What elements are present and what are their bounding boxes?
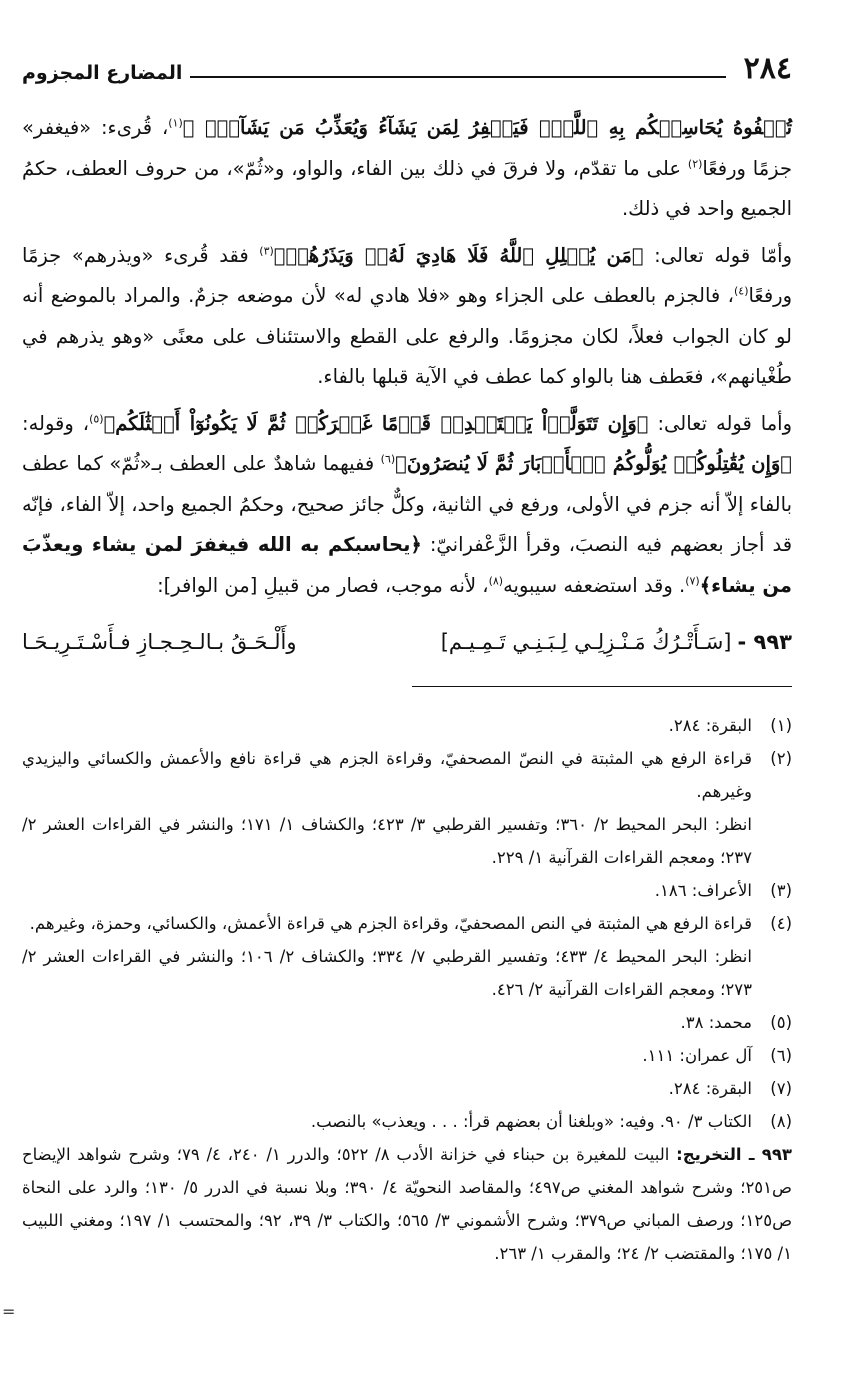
paragraph bbox=[22, 236, 792, 398]
footnote bbox=[22, 709, 792, 742]
text-run: وأما قوله تعالى: bbox=[648, 411, 792, 435]
footnote-ref: (٢) bbox=[687, 157, 703, 170]
footnote-list bbox=[22, 709, 792, 1138]
margin-marker: = bbox=[2, 1302, 16, 1321]
footnote-ref: (٣) bbox=[259, 244, 274, 257]
footnote-number: (٢) bbox=[770, 749, 792, 768]
footnote bbox=[22, 907, 792, 940]
text-run: ، لأنه موجب، فصار من قبيلِ [من الوافر]: bbox=[157, 573, 489, 597]
footnote-text: قراءة الرفع هي المثبتة في النصّ المصحفيّ، وقراءة الجزم هي قراءة نافع والأعمش والكسائي واليزيدي وغيرهم. bbox=[22, 749, 752, 801]
footnote bbox=[22, 940, 792, 1006]
footnote-number: (٧) bbox=[770, 1079, 792, 1098]
text-run: ففيهما شاهدٌ على العطف بـ«ثُمّ» كما عطف بالفاء إلاّ أنه جزم في الأولى، ورفع في الثانية، وكلٌّ جائز صحيح، وحكمُ الجميع واحد، إلاّ الفاء، فإنّه قد أجاز بعضهم فيه النصبَ، وقرأ الزَّعْفرانيّ: bbox=[22, 452, 793, 556]
text-run: على ما تقدّم، ولا فرقَ في ذلك بين الفاء، والواو، و«ثُمّ»، من حروف العطف، حكمُ الجميع واحد في ذلك. bbox=[22, 156, 792, 220]
footnote-number: (٨) bbox=[770, 1112, 792, 1131]
quran-quote: ﴿مَن يُضۡلِلِ ٱللَّهُ فَلَا هَادِيَ لَهُۥۚ وَيَذَرُهُمۡ﴾ bbox=[273, 243, 644, 267]
footnote-text: الأعراف: ١٨٦. bbox=[654, 881, 752, 900]
text-run: ، قُرىء: «فيغفر» جزمًا ورفعًا bbox=[22, 116, 793, 180]
footnote-text: الكتاب ٣/ ٩٠. وفيه: «وبلغنا أن بعضهم قرأ: . . . ويعذب» بالنصب. bbox=[310, 1112, 752, 1131]
footnote-number: (٦) bbox=[770, 1046, 792, 1065]
footnote-separator bbox=[412, 686, 792, 687]
running-title: المضارع المجزوم bbox=[22, 62, 183, 84]
footnote bbox=[22, 808, 792, 874]
book-page bbox=[22, 40, 792, 1270]
poetry-verse bbox=[22, 630, 792, 654]
footnote-number: (٤) bbox=[770, 914, 792, 933]
footnote-text: البقرة: ٢٨٤. bbox=[668, 1079, 752, 1098]
footnote-number: (٣) bbox=[770, 881, 792, 900]
footnote bbox=[22, 1006, 792, 1039]
verse-number: ٩٩٣ - bbox=[737, 630, 792, 654]
footnote bbox=[22, 1072, 792, 1105]
takhrij-label: ٩٩٣ ـ التخريج: bbox=[676, 1145, 792, 1164]
footnote-ref: (١) bbox=[168, 116, 183, 130]
takhrij-note bbox=[22, 1138, 792, 1270]
footnote-ref: (٦) bbox=[380, 452, 396, 466]
footnote-ref: (٥) bbox=[89, 412, 104, 425]
footnote-text: قراءة الرفع هي المثبتة في النص المصحفيّ، وقراءة الجزم هي قراءة الأعمش، والكسائي، وحمزة، وغيرهم. bbox=[29, 914, 752, 933]
paragraph bbox=[22, 108, 792, 230]
first-hemistich: [سَـأَتْـرُكُ مَـنْـزِلِـي لِـبَـنِـي تَـمِـيـم] bbox=[440, 630, 732, 654]
main-text bbox=[22, 108, 792, 606]
footnote-text: انظر: البحر المحيط ٢/ ٣٦٠؛ وتفسير القرطبي ٣/ ٤٢٣؛ والكشاف ١/ ١٧١؛ والنشر في القراءات العشر ٢/ ٢٣٧؛ ومعجم القراءات القرآنية ١/ ٢٢٩. bbox=[22, 815, 752, 867]
footnote bbox=[22, 1039, 792, 1072]
footnote-ref: (٨) bbox=[488, 574, 504, 587]
footnote-ref: (٧) bbox=[685, 574, 700, 587]
paragraph bbox=[22, 404, 792, 607]
footnotes bbox=[22, 709, 792, 1270]
text-run: فقد قُرىء «ويذرهم» جزمًا ورفعًا bbox=[22, 243, 792, 307]
text-run: ، فالجزم بالعطف على الجزاء وهو «فلا هادي له» لأن موضعه جزمٌ. والمراد بالموضع أنه لو كان الجواب فعلاً، لكان مجزومًا. والرفع على القطع والاستئناف على معنًى «وهو يذرهم في طُغْيانهم»، فعَطف هنا بالواو كما عطف في الآية قبلها بالفاء. bbox=[22, 284, 792, 388]
text-run: . وقد استضعفه سيبويه bbox=[503, 573, 686, 597]
page-number: ٢٨٤ bbox=[743, 51, 792, 86]
text-run: ، وقوله: bbox=[22, 411, 90, 435]
footnote-ref: (٤) bbox=[733, 284, 749, 298]
footnote bbox=[22, 1105, 792, 1138]
footnote-text: آل عمران: ١١١. bbox=[642, 1046, 752, 1065]
text-run: وأمّا قوله تعالى: bbox=[643, 243, 792, 267]
footnote-number: (١) bbox=[770, 716, 792, 735]
bold-quote: ﴿يحاسبكم به الله فيغفرَ لمن يشاء ويعذّبَ من يشاء﴾ bbox=[22, 533, 792, 597]
footnote-text: البقرة: ٢٨٤. bbox=[668, 716, 752, 735]
footnote-text: محمد: ٣٨. bbox=[680, 1013, 752, 1032]
quran-quote: ﴿وَإِن يُقَٰتِلُوكُمۡ يُوَلُّوكُمُ ٱلۡأَدۡبَارَ ثُمَّ لَا يُنصَرُونَ﴾ bbox=[395, 452, 792, 475]
quran-quote: تُخۡفُوهُ يُحَاسِبۡكُم بِهِ ٱللَّهُۖ فَيَغۡفِرُ لِمَن يَشَآءُ وَيُعَذِّبُ مَن يَشَآءُۗ ﴾ bbox=[182, 116, 792, 139]
takhrij-text: البيت للمغيرة بن حبناء في خزانة الأدب ٨/ ٥٢٢؛ والدرر ١/ ٢٤٠، ٤/ ٧٩؛ وشرح شواهد الإيضاح ص٢٥١؛ وشرح شواهد المغني ص٤٩٧؛ والمقاصد النحويّة ٤/ ٣٩٠؛ وبلا نسبة في الدرر ٥/ ١٣٠؛ والرد على النحاة ص١٢٥؛ ورصف المباني ص٣٧٩؛ وشرح الأشموني ٣/ ٥٦٥؛ والكتاب ٣/ ٣٩، ٩٢؛ والمحتسب ١/ ١٩٧؛ ومغني اللبيب ١/ ١٧٥؛ والمقتضب ٢/ ٢٤؛ والمقرب ١/ ٢٦٣. bbox=[22, 1145, 793, 1263]
footnote-number: (٥) bbox=[770, 1013, 792, 1032]
footnote-text: انظر: البحر المحيط ٤/ ٤٣٣؛ وتفسير القرطبي ٧/ ٣٣٤؛ والكشاف ٢/ ١٠٦؛ والنشر في القراءات العشر ٢/ ٢٧٣؛ ومعجم القراءات القرآنية ٢/ ٤٢٦. bbox=[22, 947, 752, 999]
footnote bbox=[22, 874, 792, 907]
header-rule bbox=[190, 76, 725, 78]
second-hemistich: وأَلْـحَـقُ بـالـحِـجـازِ فـأَسْـتَـرِيـحَـا bbox=[22, 630, 297, 654]
footnote bbox=[22, 742, 792, 808]
quran-quote: ﴿وَإِن تَتَوَلَّوۡاْ يَسۡتَبۡدِلۡ قَوۡمًا غَيۡرَكُمۡ ثُمَّ لَا يَكُونُوٓاْ أَمۡثَٰلَكُم﴾ bbox=[103, 411, 649, 435]
page-header bbox=[22, 40, 792, 84]
